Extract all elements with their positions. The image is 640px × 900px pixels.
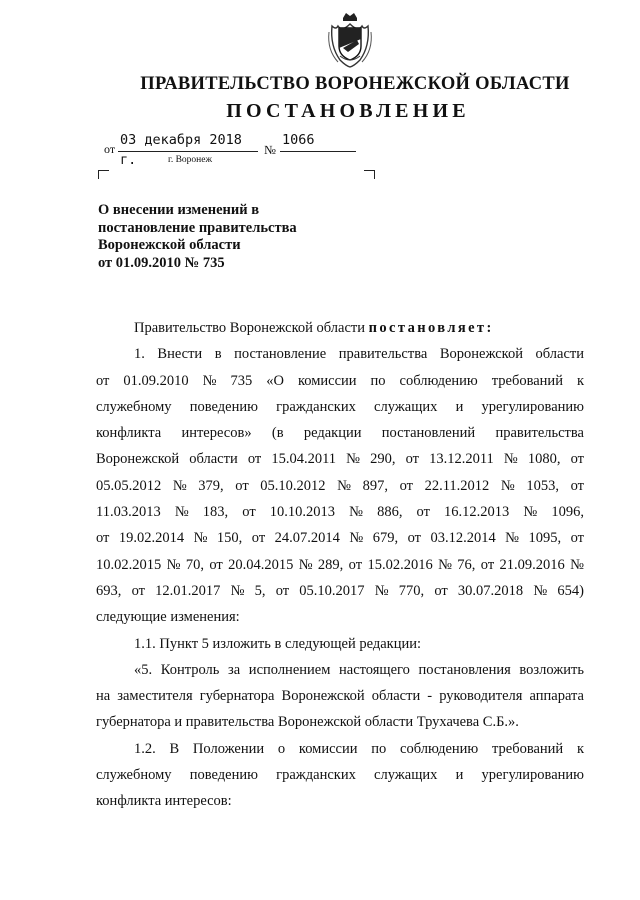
body-line — [96, 741, 584, 767]
body-line-text: 693, от 12.01.2017 № 5, от 05.10.2017 № 770, от 30.07.2018 № 654) — [96, 582, 584, 599]
body-line — [96, 346, 584, 372]
intro-text: Правительство Воронежской области — [134, 320, 369, 336]
document-subject — [98, 202, 358, 272]
body-line — [96, 530, 584, 556]
body-line — [96, 373, 584, 399]
subject-line: Воронежской области — [98, 237, 241, 253]
intro-verb: постановляет: — [368, 320, 494, 336]
date-number-line — [96, 130, 366, 168]
body-line — [96, 583, 584, 609]
document-type: ПОСТАНОВЛЕНИЕ — [226, 100, 470, 122]
organization-title: ПРАВИТЕЛЬСТВО ВОРОНЕЖСКОЙ ОБЛАСТИ — [140, 74, 570, 94]
city-label: г. Воронеж — [168, 155, 213, 165]
body-line-text: служебному поведению гражданских служащих и урегулированию — [96, 398, 584, 415]
body-line — [96, 767, 584, 793]
number-sign: № — [264, 143, 276, 157]
body-line-text: 1. Внести в постановление правительства Воронежской области — [134, 346, 584, 363]
body-line-text: конфликта интересов: — [96, 793, 232, 810]
body-line — [96, 662, 584, 688]
subject-corner-left — [98, 170, 109, 179]
body-line — [96, 451, 584, 477]
body-line-text: 10.02.2015 № 70, от 20.04.2015 № 289, от 15.02.2016 № 76, от 21.09.2016 № — [96, 556, 584, 573]
intro-line — [96, 320, 584, 346]
body-line-last — [96, 609, 584, 635]
date-prefix: от — [104, 142, 116, 156]
document-body — [96, 320, 584, 820]
body-line-text: 05.05.2012 № 379, от 05.10.2012 № 897, от 22.11.2012 № 1053, от — [96, 477, 584, 494]
body-line-text: на заместителя губернатора Воронежской области - руководителя аппарата — [96, 688, 584, 705]
body-line — [96, 688, 584, 714]
body-line — [96, 557, 584, 583]
document-number: 1066 — [280, 130, 356, 152]
body-line-text: конфликта интересов» (в редакции постановлений правительства — [96, 425, 584, 442]
body-line-text: от 01.09.2010 № 735 «О комиссии по соблюдению требований к — [96, 372, 584, 389]
body-line-last — [96, 636, 584, 662]
body-line — [96, 478, 584, 504]
body-line-text: 1.1. Пункт 5 изложить в следующей редакции: — [134, 635, 422, 652]
body-line-text: Воронежской области от 15.04.2011 № 290, от 13.12.2011 № 1080, от — [96, 451, 584, 468]
body-line-last — [96, 714, 584, 740]
body-line-text: губернатора и правительства Воронежской области Трухачева С.Б.». — [96, 714, 519, 731]
body-line — [96, 425, 584, 451]
body-line-text: следующие изменения: — [96, 609, 240, 626]
subject-line: от 01.09.2010 № 735 — [98, 254, 225, 271]
subject-line: постановление правительства — [98, 219, 297, 236]
body-line-text: от 19.02.2014 № 150, от 24.07.2014 № 679, от 03.12.2014 № 1095, от — [96, 530, 584, 547]
subject-line: О внесении изменений в — [98, 202, 260, 218]
subject-corner-right — [364, 170, 375, 179]
body-line — [96, 504, 584, 530]
document-date: 03 декабря 2018 г. — [118, 130, 258, 152]
body-line-text: 11.03.2013 № 183, от 10.10.2013 № 886, от 16.12.2013 № 1096, — [96, 504, 584, 521]
body-line — [96, 399, 584, 425]
coat-of-arms-emblem — [326, 12, 374, 70]
body-line-text: 1.2. В Положении о комиссии по соблюдению требований к — [134, 740, 584, 757]
body-line-text: служебному поведению гражданских служащих и урегулированию — [96, 767, 584, 784]
body-line-text: «5. Контроль за исполнением настоящего постановления возложить — [134, 661, 584, 678]
body-line-last — [96, 793, 584, 819]
